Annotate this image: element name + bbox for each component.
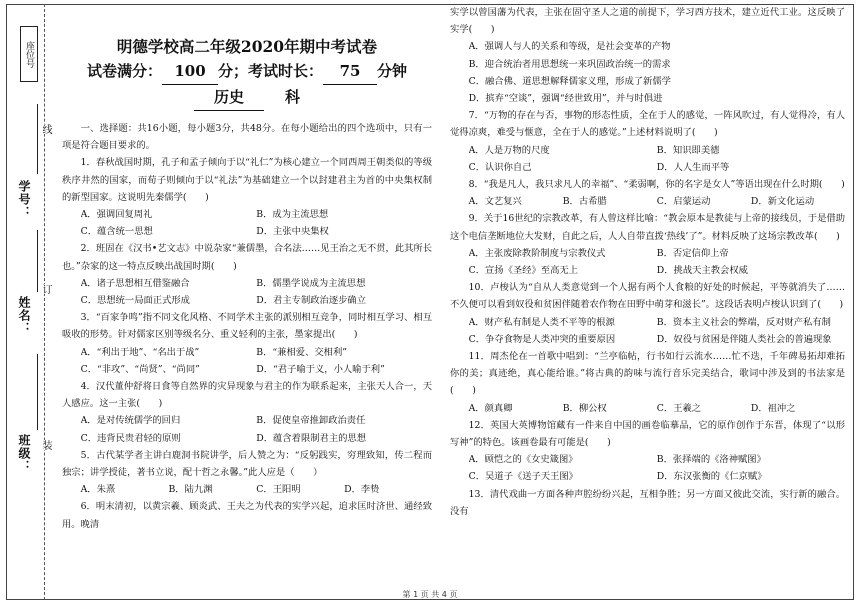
answer-option: C．争夺食物是人类冲突的重要原因: [468, 333, 616, 345]
question-block: [450, 210, 845, 279]
question-block: [62, 240, 432, 309]
answer-option: A．财产私有制是人类不平等的根源: [468, 316, 615, 328]
answer-option: A．人是万物的尺度: [468, 144, 550, 156]
question-block: [62, 154, 432, 240]
answer-option: A．强调回复周礼: [80, 209, 153, 221]
answer-option: C．违背民贵君轻的原则: [80, 432, 181, 444]
answer-option: D．人人生而平等: [656, 161, 730, 173]
page-footer: 第 1 页 共 4 页: [402, 590, 458, 599]
question-stem: 9．关于16世纪的宗教改革，有人曾这样比喻：“教会原本是教徒与上帝的接线员，于是借助这个电信垄断地位大发财，自此之后，人人自带直拨‘热线’了”。材料反映了这场宗教改革( ): [450, 213, 845, 242]
answer-option: D．祖冲之: [750, 402, 796, 414]
answer-option: D．蕴含着限制君主的思想: [256, 432, 367, 444]
question-stem: 5．古代某学者主讲白鹿洞书院讲学，后人赞之为：“反躬践实，穷理致知，传二程而独宗；讲学授徒，著书立说，配十哲之永馨。”此人应是（ ）: [62, 449, 432, 479]
question-block: [450, 417, 845, 486]
option-list: [450, 193, 845, 210]
question-block: [450, 176, 845, 210]
option-list: [62, 412, 432, 446]
question-stem: 3．“百家争鸣”指不同文化风格、不同学术主张的派别相互竞争，同时相互学习、相互吸收的形势。针对儒家区别等级名分、重义轻利的主张，墨家提出( ): [62, 312, 432, 341]
answer-option: C．“非攻”、“尚贤”、“尚同”: [80, 363, 200, 375]
seat-number-label: 座位号: [24, 40, 34, 68]
question-stem-continued: 实学以曾国藩为代表，主张在固守圣人之道的前提下，学习西方技术，建立近代工业。这反映了实学( ): [450, 7, 845, 36]
section-intro: 一、选择题：共16小题，每小题3分，共48分。在每小题给出的四个选项中，只有一项是符合题目要求的。: [62, 123, 432, 152]
class-line: [37, 354, 38, 430]
student-number-line: [37, 104, 38, 174]
answer-option: A．朱熹: [80, 484, 116, 496]
option-list: [450, 245, 845, 279]
question-stem: 4．汉代董仲舒将日食等自然界的灾异现象与君主的作为联系起来，主张天人合一，天人感应。这一主张( ): [62, 381, 432, 410]
answer-option: D．君主专制政治逐步确立: [256, 295, 367, 307]
answer-option: D．摈弃“空谈”，强调“经世致用”，并与时俱进: [468, 93, 663, 105]
answer-option: D．李贽: [344, 484, 380, 496]
score-unit: 分；考试时长：: [217, 62, 323, 80]
answer-option: B．成为主流思想: [256, 209, 329, 221]
name-label: 姓名：: [17, 296, 31, 335]
answer-option: B．陆九渊: [168, 484, 213, 496]
option-list: [62, 344, 432, 378]
question-block: [62, 498, 432, 532]
answer-option: C．认识你自己: [468, 161, 532, 173]
cut-char-bind: 订: [40, 284, 51, 294]
question-block: [450, 4, 845, 107]
time-unit: 分钟: [377, 62, 408, 80]
answer-option: B．古希腊: [562, 196, 607, 208]
binding-margin: [6, 4, 52, 600]
exam-title: 明德学校高二年级2020年期中考试卷: [116, 37, 378, 56]
option-list: [62, 206, 432, 240]
question-block: [62, 378, 432, 447]
question-block: [62, 447, 432, 499]
answer-option: D．奴役与贫困是伴随人类社会的普遍现象: [656, 333, 832, 345]
answer-option: A．颜真卿: [468, 402, 513, 414]
answer-option: D．东汉张衡的《仁京赋》: [656, 471, 767, 483]
answer-option: A．主张废除教阶制度与宗教仪式: [468, 247, 606, 259]
question-stem: 1．春秋战国时期，孔子和孟子倾向于以“礼仁”为核心建立一个同西周王朝类似的等级秩序井然的国家，而荀子则倾向于以“礼法”为基础建立一个以封建君主为首的中央集权制的新型国家。这说明先秦儒学( ): [62, 157, 432, 203]
question-stem: 7．“万物的存在与否，事物的形态性质，全在于人的感觉，一阵风吹过，有人觉得冷，有人觉得凉爽，难受与惬意，全在于人的感觉。”上述材料说明了( ): [450, 110, 845, 139]
answer-option: A．强调人与人的关系和等级，是社会变革的产物: [468, 41, 671, 53]
exam-meta: [62, 58, 432, 84]
answer-option: C．王羲之: [656, 402, 702, 414]
answer-option: C．王阳明: [256, 484, 301, 496]
answer-option: B．儒墨学说成为主流思想: [256, 277, 366, 289]
cut-char-line: 线: [40, 124, 51, 134]
question-stem: 2．班固在《汉书•艺文志》中说杂家“兼儒墨，合名法……见王治之无不贯，此其所长也。”杂家的这一特点反映出战国时期( ): [62, 243, 432, 272]
question-stem: 12．英国大英博物馆藏有一件来自中国的画卷临摹品，它的原作创作于东晋，体现了“以形写神”的特色。该画卷最有可能是( ): [450, 419, 845, 449]
answer-option: C．启蒙运动: [656, 196, 711, 208]
cut-char-pack: 装: [40, 440, 51, 450]
question-stem: 10．卢梭认为“自从人类意觉到一个人据有两个人食粮的好处的时候起，平等就消失了……不久便可以看到奴役和贫困伴随着农作物在田野中萌芽和滋长”。这段话表明卢梭认识到了( ): [450, 282, 845, 311]
question-stem: 8．“我是凡人，我只求凡人的幸福”、“柔弱啊，你的名字是女人”等语出现在什么时期( ): [468, 179, 845, 191]
left-column: [62, 0, 432, 533]
question-stem: 13．清代戏曲一方面各种声腔纷纷兴起，互相争胜；另一方面又彼此交流，实行新的融合。没有: [450, 488, 845, 517]
answer-option: C．思想统一局面正式形成: [80, 295, 190, 307]
option-list: [450, 451, 845, 485]
cut-line: [44, 4, 45, 600]
option-list: [62, 275, 432, 309]
question-stem: 6．明末清初，以黄宗羲、顾炎武、王夫之为代表的实学兴起，追求匡时济世、通经致用。晚清: [62, 501, 432, 530]
class-label: 班级：: [17, 434, 31, 473]
answer-option: B．否定信仰上帝: [656, 247, 729, 259]
answer-option: A．文艺复兴: [468, 196, 522, 208]
answer-option: C．吴道子《送子天王图》: [468, 471, 578, 483]
question-block: [450, 348, 845, 417]
answer-option: C．蕴含统一思想: [80, 226, 153, 238]
answer-option: C．宣扬《圣经》至高无上: [468, 265, 578, 277]
option-list: [450, 400, 845, 417]
seat-number-box: [20, 26, 38, 82]
student-number-label: 学号：: [17, 180, 31, 219]
name-line: [37, 230, 38, 292]
answer-option: A．“利出于地”、“名出于战”: [80, 346, 200, 358]
subject-name: 历史: [194, 84, 264, 111]
answer-option: B．促使皇帝推卸政治责任: [256, 415, 366, 427]
answer-option: B．知识即美德: [656, 144, 720, 156]
score-prefix: 试卷满分：: [86, 62, 162, 80]
answer-option: C．融合佛、道思想解释儒家义理，形成了新儒学: [468, 75, 671, 87]
question-stem: 11．周杰伦在一首歌中唱到：“兰亭临帖，行书如行云流水……忙不迭，千年碑易拓却难拓你的美；真迹绝，真心能给谁。”将古典的韵味与流行音乐完美结合，歌词中涉及到的书法家是( ): [450, 351, 845, 397]
answer-option: D．挑战天主教会权威: [656, 265, 748, 277]
answer-option: B．迎合统治者用思想统一来巩固政治统一的需求: [468, 58, 671, 70]
answer-option: B．柳公权: [562, 402, 607, 414]
option-list: [450, 142, 845, 176]
time-value: 75: [323, 58, 377, 85]
right-column: [450, 0, 845, 520]
question-block: [450, 279, 845, 348]
option-list: [450, 314, 845, 348]
answer-option: A．是对传统儒学的回归: [80, 415, 181, 427]
subject-line: [62, 84, 432, 110]
answer-option: B．资本主义社会的弊端，反对财产私有制: [656, 316, 831, 328]
question-block: [450, 107, 845, 176]
answer-option: B．“兼相爱、交相利”: [256, 346, 348, 358]
option-list: [450, 38, 845, 107]
option-list: [62, 481, 432, 498]
answer-option: A．诸子思想相互借鉴融合: [80, 277, 190, 289]
subject-suffix: 科: [284, 88, 300, 106]
answer-option: D．“君子喻于义，小人喻于利”: [256, 363, 385, 375]
left-questions: [62, 154, 432, 532]
question-block: [62, 309, 432, 378]
question-block: [450, 486, 845, 520]
answer-option: D．主张中央集权: [256, 226, 329, 238]
score-value: 100: [162, 58, 218, 85]
answer-option: D．新文化运动: [750, 196, 815, 208]
answer-option: B．张择端的《洛神赋图》: [656, 454, 766, 466]
answer-option: A．顾恺之的《女史箴图》: [468, 454, 578, 466]
right-questions: [450, 4, 845, 520]
